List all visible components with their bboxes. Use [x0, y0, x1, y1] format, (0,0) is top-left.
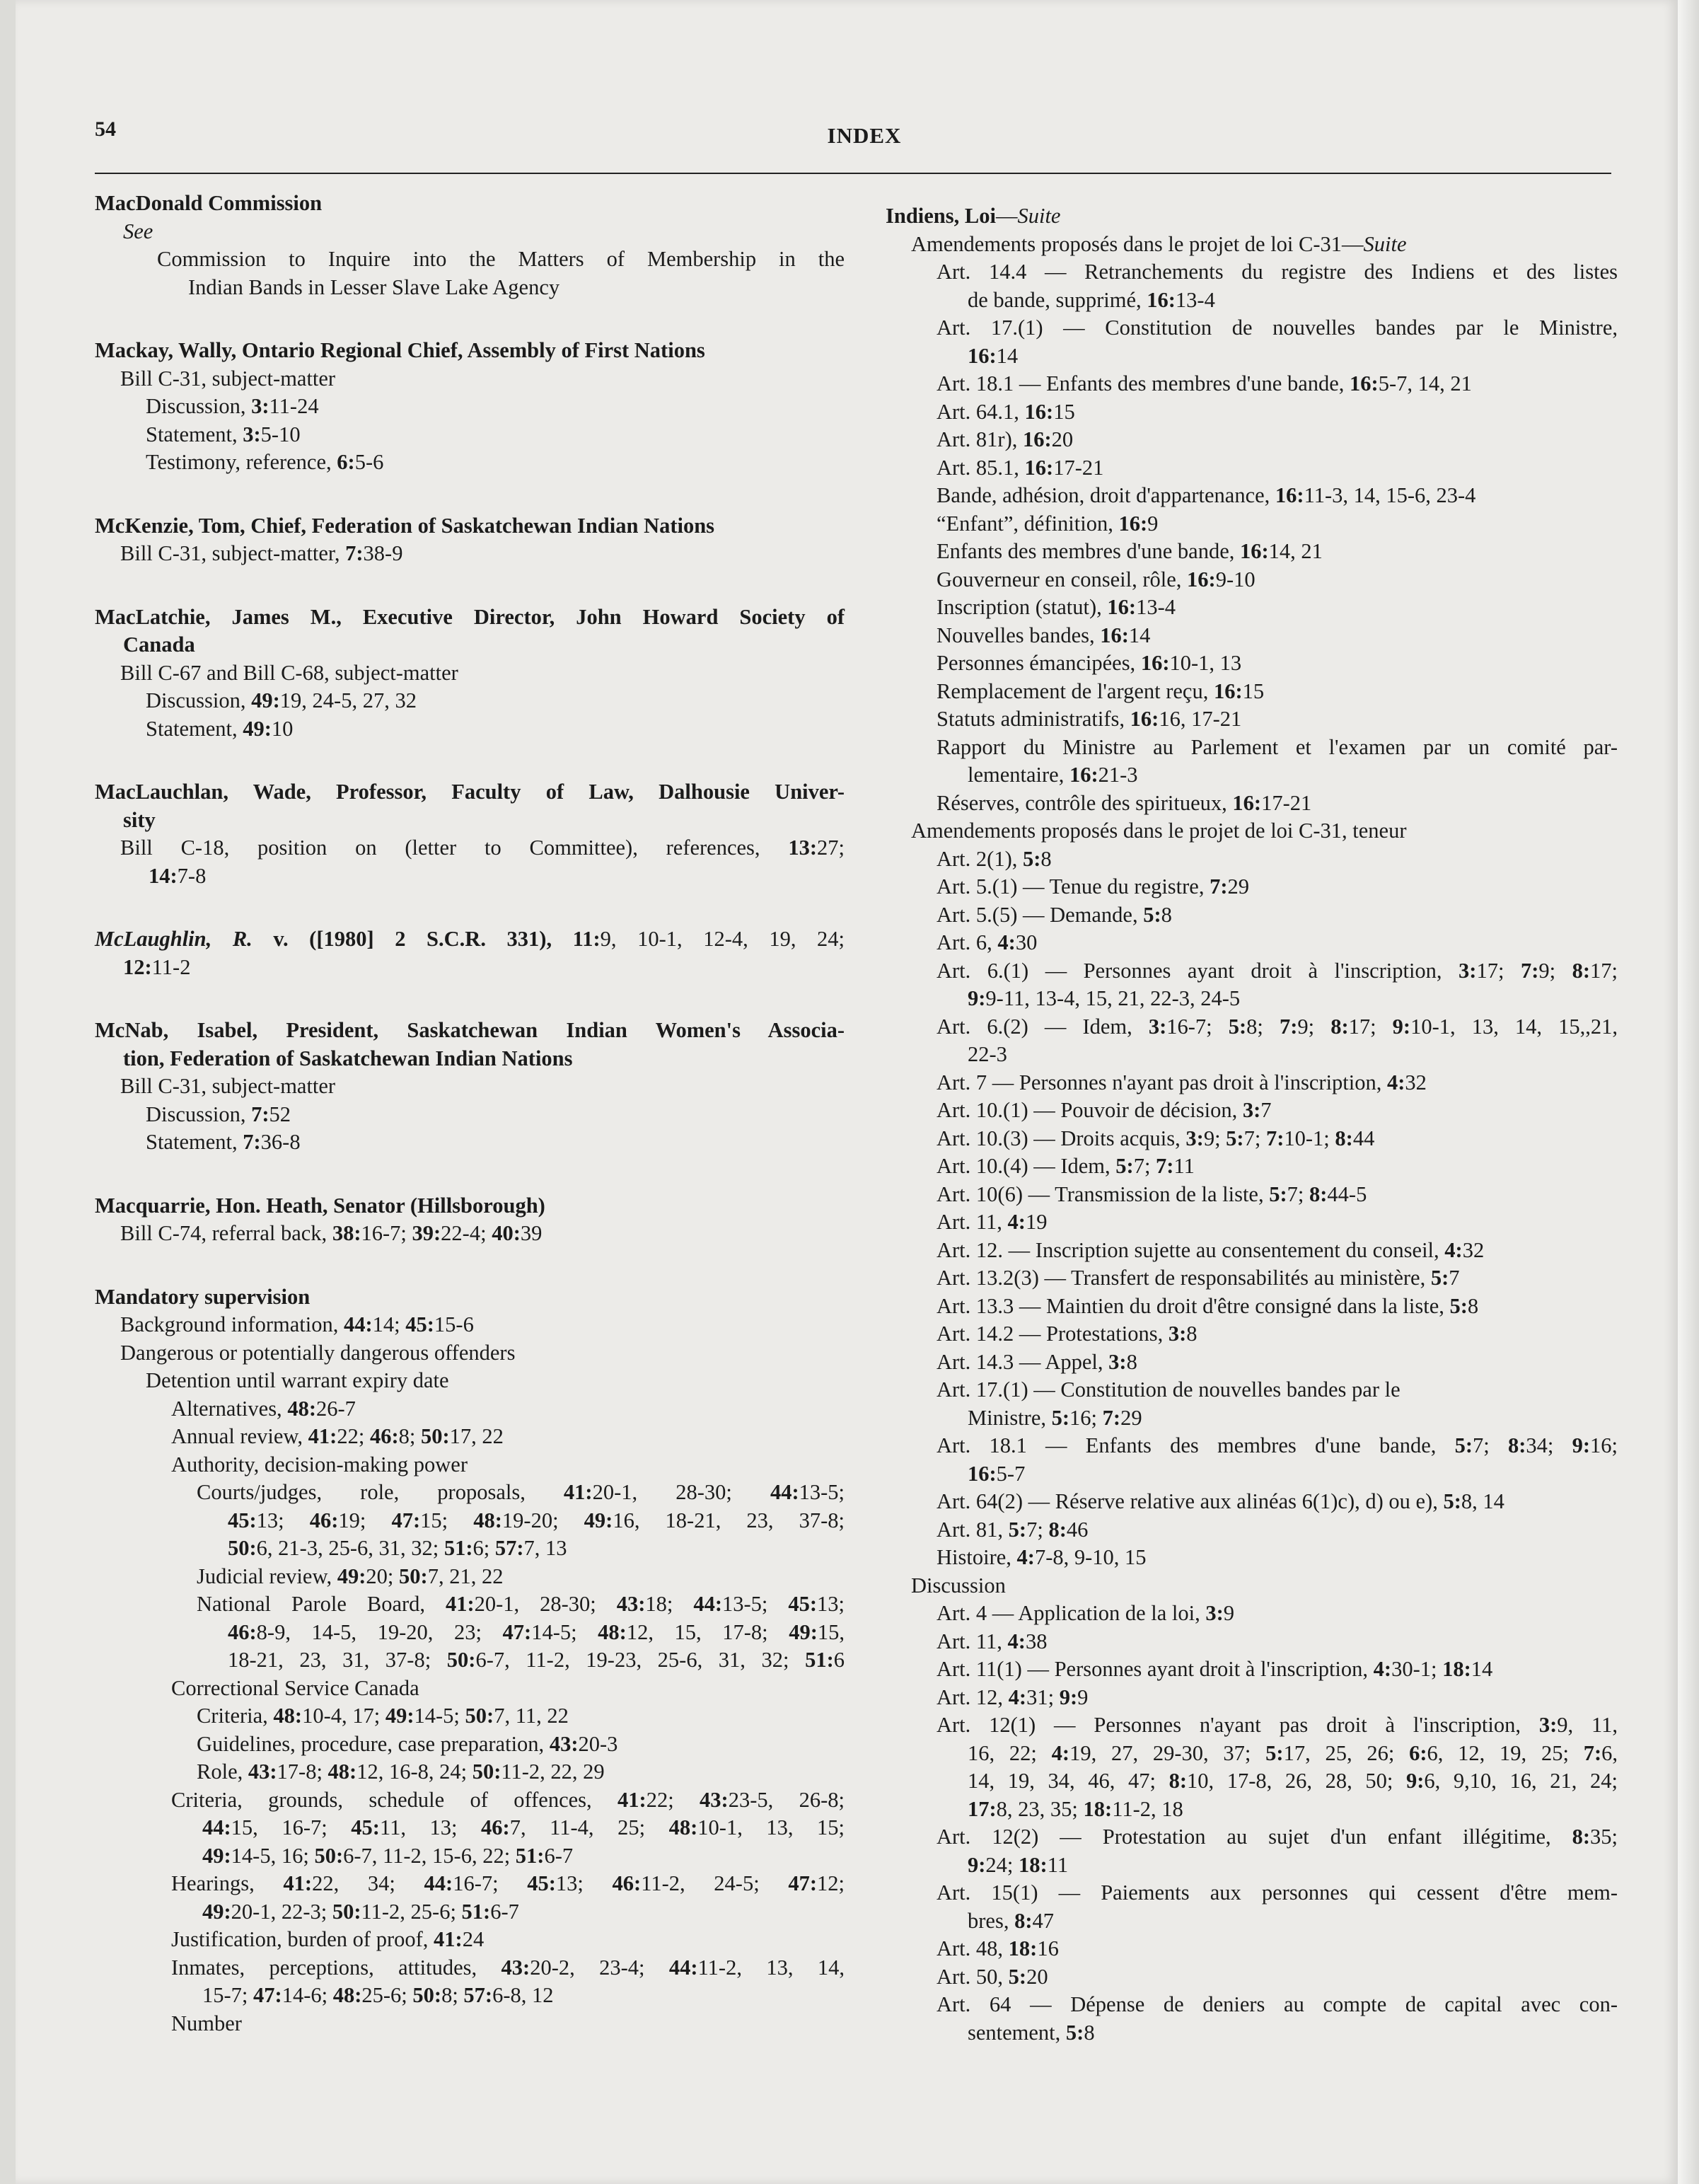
index-entry: Art. 12. — Inscription sujette au consentement du conseil, 4:32	[937, 1237, 1485, 1262]
index-entry: Alternatives, 48:26-7	[171, 1396, 356, 1421]
index-entry: Art. 5.(5) — Demande, 5:8	[937, 902, 1172, 927]
index-entry: Art. 6.(2) — Idem, 3:16-7; 5:8; 7:9; 8:17; 9:10-1, 13, 14, 15,,21,	[937, 1014, 1618, 1039]
index-entry: See	[123, 219, 153, 243]
index-entry: Discussion, 7:52	[146, 1102, 291, 1126]
index-column-left	[95, 190, 845, 2038]
index-entry: Art. 6.(1) — Personnes ayant droit à l'inscription, 3:17; 7:9; 8:17;	[937, 958, 1618, 983]
index-entry: Art. 64(2) — Réserve relative aux alinéas 6(1)c), d) ou e), 5:8, 14	[937, 1489, 1504, 1513]
index-entry: Statement, 49:10	[146, 716, 294, 741]
index-entry: 18-21, 23, 31, 37-8; 50:6-7, 11-2, 19-23, 25-6, 31, 32; 51:6	[228, 1648, 845, 1672]
entry-gap	[95, 301, 845, 337]
index-entry: 9:24; 18:11	[968, 1852, 1069, 1877]
index-heading: MacLatchie, James M., Executive Director, John Howard Society of	[95, 604, 845, 629]
index-entry: 50:6, 21-3, 25-6, 31, 32; 51:6; 57:7, 13	[228, 1536, 567, 1560]
index-entry: Enfants des membres d'une bande, 16:14, 21	[937, 539, 1323, 563]
index-entry: Art. 14.2 — Protestations, 3:8	[937, 1322, 1198, 1346]
index-page	[16, 0, 1678, 2184]
index-entry: Art. 64 — Dépense de deniers au compte de capital avec con-	[937, 1992, 1618, 2016]
index-entry: Art. 64.1, 16:15	[937, 399, 1075, 424]
index-entry: Hearings, 41:22, 34; 44:16-7; 45:13; 46:11-2, 24-5; 47:12;	[171, 1871, 845, 1895]
index-entry: National Parole Board, 41:20-1, 28-30; 43:18; 44:13-5; 45:13;	[197, 1592, 845, 1616]
index-entry: Art. 12(2) — Protestation au sujet d'un enfant illégitime, 8:35;	[937, 1825, 1618, 1849]
index-entry: tion, Federation of Saskatchewan Indian Nations	[123, 1046, 573, 1070]
index-entry: Remplacement de l'argent reçu, 16:15	[937, 678, 1265, 703]
index-entry: Art. 10(6) — Transmission de la liste, 5:7; 8:44-5	[937, 1181, 1367, 1206]
index-entry: Statement, 3:5-10	[146, 422, 301, 446]
index-entry: Dangerous or potentially dangerous offenders	[120, 1340, 516, 1365]
index-entry: 14, 19, 34, 46, 47; 8:10, 17-8, 26, 28, 50; 9:6, 9,10, 16, 21, 24;	[968, 1769, 1618, 1793]
index-entry: lementaire, 16:21-3	[968, 763, 1138, 787]
index-entry: Art. 11, 4:38	[937, 1629, 1048, 1653]
index-entry: Art. 2(1), 5:8	[937, 846, 1052, 871]
index-entry: Statuts administratifs, 16:16, 17-21	[937, 707, 1242, 731]
header-rule	[95, 173, 1611, 174]
index-heading: Macquarrie, Hon. Heath, Senator (Hillsborough)	[95, 1193, 545, 1218]
index-entry: Justification, burden of proof, 41:24	[171, 1927, 485, 1951]
entry-gap	[95, 568, 845, 603]
index-entry: Art. 14.3 — Appel, 3:8	[937, 1349, 1137, 1374]
index-entry: Bill C-18, position on (letter to Committee), references, 13:27;	[120, 836, 845, 860]
index-entry: Rapport du Ministre au Parlement et l'examen par un comité par-	[937, 734, 1618, 759]
index-entry: Réserves, contrôle des spiritueux, 16:17-21	[937, 790, 1312, 815]
index-entry: Art. 11(1) — Personnes ayant droit à l'inscription, 4:30-1; 18:14	[937, 1657, 1493, 1681]
index-entry: Canada	[123, 632, 195, 657]
entry-gap	[95, 743, 845, 778]
index-entry: Art. 5.(1) — Tenue du registre, 7:29	[937, 874, 1249, 899]
index-heading: McKenzie, Tom, Chief, Federation of Saskatchewan Indian Nations	[95, 513, 715, 538]
index-entry: Art. 6, 4:30	[937, 930, 1038, 954]
index-entry: 16, 22; 4:19, 27, 29-30, 37; 5:17, 25, 26; 6:6, 12, 19, 25; 7:6,	[968, 1740, 1618, 1765]
index-entry: Art. 12(1) — Personnes n'ayant pas droit à l'inscription, 3:9, 11,	[937, 1713, 1618, 1737]
index-entry: 45:13; 46:19; 47:15; 48:19-20; 49:16, 18-21, 23, 37-8;	[228, 1508, 845, 1532]
index-entry: Personnes émancipées, 16:10-1, 13	[937, 651, 1242, 675]
index-entry: Art. 10.(4) — Idem, 5:7; 7:11	[937, 1154, 1195, 1178]
index-entry: 22-3	[968, 1042, 1007, 1066]
index-entry: Art. 17.(1) — Constitution de nouvelles bandes par le Ministre,	[937, 316, 1618, 340]
index-entry: 46:8-9, 14-5, 19-20, 23; 47:14-5; 48:12, 15, 17-8; 49:15,	[228, 1619, 845, 1644]
index-entry: 15-7; 47:14-6; 48:25-6; 50:8; 57:6-8, 12	[202, 1983, 554, 2007]
index-entry: Art. 4 — Application de la loi, 3:9	[937, 1601, 1235, 1625]
index-entry: Criteria, 48:10-4, 17; 49:14-5; 50:7, 11, 22	[197, 1704, 569, 1728]
index-entry: Annual review, 41:22; 46:8; 50:17, 22	[171, 1424, 504, 1448]
index-entry: Amendements proposés dans le projet de loi C-31—Suite	[911, 231, 1407, 256]
entry-gap	[95, 477, 845, 512]
index-entry: Art. 48, 18:16	[937, 1936, 1059, 1960]
index-entry: Correctional Service Canada	[171, 1675, 419, 1700]
index-entry: sentement, 5:8	[968, 2020, 1095, 2045]
entry-gap	[95, 981, 845, 1017]
index-entry: Discussion, 3:11-24	[146, 394, 319, 418]
index-entry: sity	[123, 807, 156, 832]
index-entry: Criteria, grounds, schedule of offences, 41:22; 43:23-5, 26-8;	[171, 1787, 845, 1812]
index-entry: Courts/judges, role, proposals, 41:20-1, 28-30; 44:13-5;	[197, 1480, 845, 1504]
index-entry: Testimony, reference, 6:5-6	[146, 450, 384, 474]
index-entry: Amendements proposés dans le projet de loi C-31, teneur	[911, 819, 1407, 843]
index-entry: Inscription (statut), 16:13-4	[937, 595, 1176, 619]
index-heading: Mackay, Wally, Ontario Regional Chief, Assembly of First Nations	[95, 338, 705, 362]
index-heading: McNab, Isabel, President, Saskatchewan Indian Women's Associa-	[95, 1018, 845, 1042]
index-heading: MacDonald Commission	[95, 191, 323, 215]
index-entry: Discussion, 49:19, 24-5, 27, 32	[146, 688, 417, 712]
index-entry: 17:8, 23, 35; 18:11-2, 18	[968, 1796, 1183, 1821]
index-entry: Inmates, perceptions, attitudes, 43:20-2, 23-4; 44:11-2, 13, 14,	[171, 1955, 845, 1980]
index-entry: Role, 43:17-8; 48:12, 16-8, 24; 50:11-2, 22, 29	[197, 1760, 605, 1784]
index-heading: McLaughlin, R. v. ([1980] 2 S.C.R. 331), 11:9, 10-1, 12-4, 19, 24;	[95, 927, 845, 951]
index-entry: Art. 18.1 — Enfants des membres d'une bande, 5:7; 8:34; 9:16;	[937, 1433, 1618, 1457]
index-entry: Art. 81r), 16:20	[937, 427, 1074, 451]
index-entry: Art. 13.3 — Maintien du droit d'être consigné dans la liste, 5:8	[937, 1293, 1479, 1318]
index-entry: Indian Bands in Lesser Slave Lake Agency	[188, 275, 560, 299]
entry-gap	[95, 1157, 845, 1192]
index-entry: Art. 12, 4:31; 9:9	[937, 1685, 1089, 1709]
index-entry: de bande, supprimé, 16:13-4	[968, 287, 1215, 312]
entry-gap	[95, 890, 845, 925]
index-entry: 16:5-7	[968, 1461, 1026, 1486]
index-entry: Art. 14.4 — Retranchements du registre des Indiens et des listes	[937, 260, 1618, 284]
index-entry: Bill C-67 and Bill C-68, subject-matter	[120, 660, 458, 685]
page-number: 54	[95, 117, 116, 141]
index-entry: Bande, adhésion, droit d'appartenance, 16:11-3, 14, 15-6, 23-4	[937, 483, 1476, 507]
index-entry: 49:20-1, 22-3; 50:11-2, 25-6; 51:6-7	[202, 1899, 519, 1924]
entry-gap	[95, 1248, 845, 1283]
index-entry: Ministre, 5:16; 7:29	[968, 1405, 1142, 1430]
index-entry: Bill C-31, subject-matter, 7:38-9	[120, 541, 403, 565]
index-heading: Indiens, Loi—Suite	[886, 204, 1061, 228]
index-entry: 12:11-2	[123, 954, 191, 979]
index-entry: Background information, 44:14; 45:15-6	[120, 1312, 474, 1336]
index-entry: 44:15, 16-7; 45:11, 13; 46:7, 11-4, 25; 48:10-1, 13, 15;	[202, 1815, 845, 1839]
index-entry: bres, 8:47	[968, 1908, 1054, 1933]
index-entry: 49:14-5, 16; 50:6-7, 11-2, 15-6, 22; 51:6-7	[202, 1843, 574, 1868]
index-entry: 9:9-11, 13-4, 15, 21, 22-3, 24-5	[968, 986, 1241, 1010]
index-entry: Art. 85.1, 16:17-21	[937, 455, 1104, 480]
index-entry: Statement, 7:36-8	[146, 1130, 301, 1154]
index-entry: Art. 7 — Personnes n'ayant pas droit à l'inscription, 4:32	[937, 1070, 1427, 1094]
index-entry: Bill C-74, referral back, 38:16-7; 39:22-4; 40:39	[120, 1221, 543, 1245]
index-entry: Judicial review, 49:20; 50:7, 21, 22	[197, 1564, 504, 1588]
index-entry: Histoire, 4:7-8, 9-10, 15	[937, 1545, 1147, 1569]
index-entry: Art. 15(1) — Paiements aux personnes qui cessent d'être mem-	[937, 1880, 1618, 1905]
index-entry: Art. 81, 5:7; 8:46	[937, 1517, 1089, 1542]
page-edge	[1678, 0, 1699, 2184]
index-entry: Gouverneur en conseil, rôle, 16:9-10	[937, 567, 1256, 591]
index-entry: Bill C-31, subject-matter	[120, 366, 336, 391]
index-entry: 14:7-8	[149, 863, 207, 888]
index-entry: Nouvelles bandes, 16:14	[937, 623, 1151, 647]
index-entry: Bill C-31, subject-matter	[120, 1074, 336, 1098]
index-entry: Art. 10.(1) — Pouvoir de décision, 3:7	[937, 1098, 1272, 1122]
index-entry: Discussion	[911, 1573, 1006, 1597]
index-entry: Art. 17.(1) — Constitution de nouvelles bandes par le	[937, 1377, 1401, 1402]
index-heading: MacLauchlan, Wade, Professor, Faculty of Law, Dalhousie Univer-	[95, 780, 845, 804]
index-entry: Art. 11, 4:19	[937, 1210, 1048, 1234]
index-entry: “Enfant”, définition, 16:9	[937, 511, 1159, 536]
index-entry: Art. 10.(3) — Droits acquis, 3:9; 5:7; 7:10-1; 8:44	[937, 1126, 1375, 1150]
index-entry: Art. 18.1 — Enfants des membres d'une bande, 16:5-7, 14, 21	[937, 371, 1472, 395]
index-entry: Authority, decision-making power	[171, 1452, 468, 1477]
index-column-right	[886, 190, 1618, 2047]
index-entry: Guidelines, procedure, case preparation, 43:20-3	[197, 1731, 618, 1756]
index-entry: Art. 13.2(3) — Transfert de responsabilités au ministère, 5:7	[937, 1266, 1460, 1290]
index-entry: Commission to Inquire into the Matters of Membership in the	[157, 247, 845, 271]
index-entry: Number	[171, 2011, 242, 2035]
index-entry: 16:14	[968, 343, 1019, 368]
page-title: INDEX	[827, 123, 902, 148]
index-entry: Detention until warrant expiry date	[146, 1368, 449, 1392]
index-entry: Art. 50, 5:20	[937, 1964, 1048, 1989]
index-heading: Mandatory supervision	[95, 1284, 311, 1309]
